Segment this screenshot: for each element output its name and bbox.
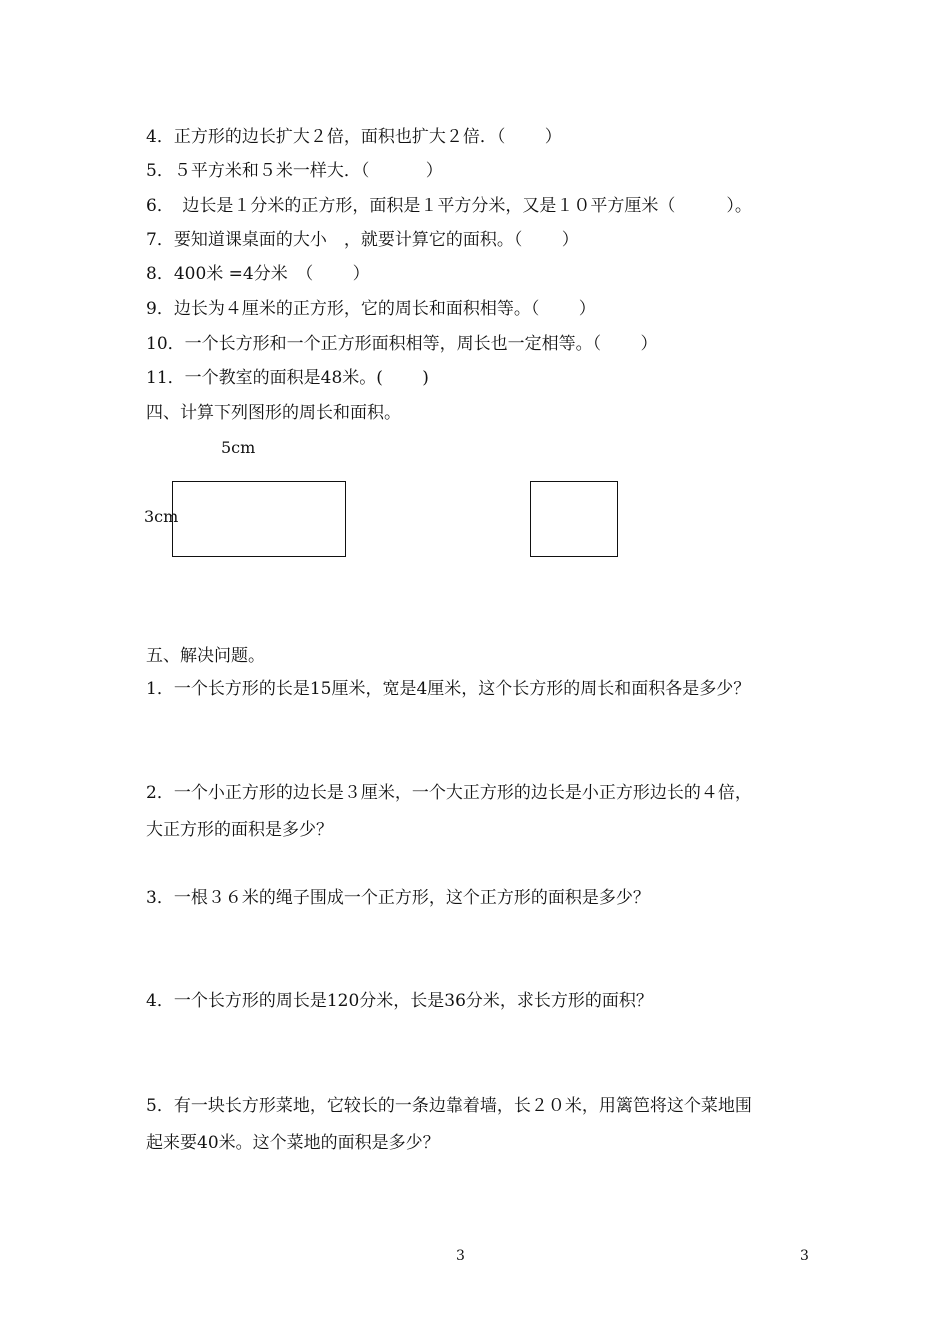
- problem-3-line-1: 3．一根３６米的绳子围成一个正方形，这个正方形的面积是多少？: [146, 888, 650, 908]
- problem-1-line-1: 1．一个长方形的长是15厘米，宽是4厘米，这个长方形的周长和面积各是多少？: [146, 679, 751, 699]
- problem-2-line-1: 2．一个小正方形的边长是３厘米，一个大正方形的边长是小正方形边长的４倍，: [146, 783, 752, 803]
- judgement-item-4: 4．正方形的边长扩大２倍，面积也扩大２倍．（ ）: [146, 127, 562, 147]
- square-figure: [530, 481, 618, 557]
- judgement-item-11: 11．一个教室的面积是48米。( ): [146, 368, 429, 388]
- problem-2-line-2: 大正方形的面积是多少？: [146, 820, 333, 840]
- section-4-title: 四、计算下列图形的周长和面积。: [146, 403, 401, 423]
- rect-height-label: 3cm: [144, 507, 179, 526]
- page-number-right: 3: [800, 1248, 809, 1264]
- page-number-left: 3: [456, 1248, 465, 1264]
- problem-4-line-1: 4．一个长方形的周长是120分米，长是36分米，求长方形的面积？: [146, 991, 653, 1011]
- judgement-item-8: 8．400米 =4分米 （ ）: [146, 264, 370, 284]
- rect-width-label: 5cm: [221, 438, 256, 457]
- section-5-title: 五、解决问题。: [146, 646, 265, 666]
- judgement-item-6: 6． 边长是１分米的正方形，面积是１平方分米，又是１０平方厘米（ ）。: [146, 196, 752, 216]
- rectangle-figure: [172, 481, 346, 557]
- judgement-item-10: 10．一个长方形和一个正方形面积相等，周长也一定相等。（ ）: [146, 334, 658, 354]
- judgement-item-7: 7．要知道课桌面的大小 ，就要计算它的面积。（ ）: [146, 230, 579, 250]
- judgement-item-9: 9．边长为４厘米的正方形，它的周长和面积相等。（ ）: [146, 299, 596, 319]
- judgement-item-5: 5．５平方米和５米一样大．（ ）: [146, 161, 443, 181]
- problem-5-line-1: 5．有一块长方形菜地，它较长的一条边靠着墙，长２０米，用篱笆将这个菜地围: [146, 1096, 752, 1116]
- problem-5-line-2: 起来要40米。这个菜地的面积是多少？: [146, 1133, 440, 1153]
